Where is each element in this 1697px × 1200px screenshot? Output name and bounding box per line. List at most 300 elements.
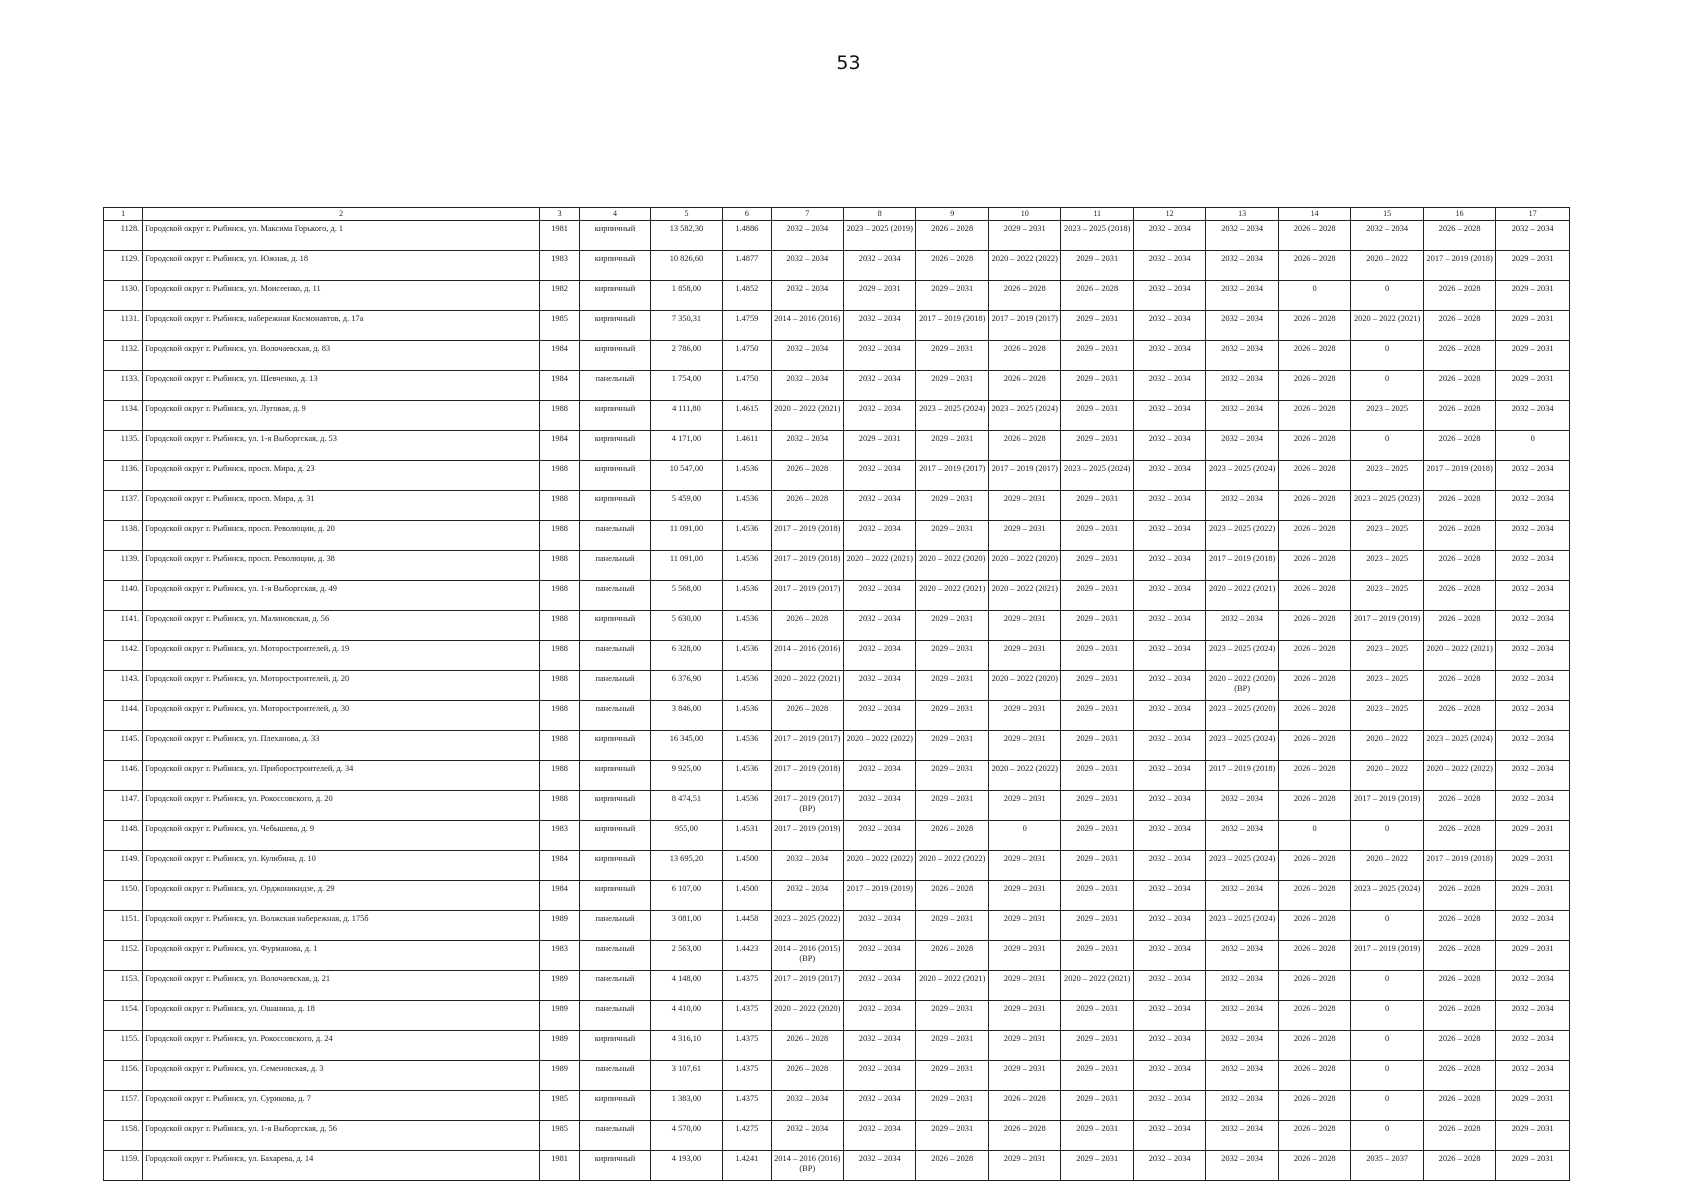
period-col-10-cell: 2026 – 2028 [988,1121,1060,1151]
period-col-16-cell: 2026 – 2028 [1423,371,1495,401]
period-col-14-cell: 2026 – 2028 [1278,521,1350,551]
wall-material-cell: кирпичный [580,401,650,431]
period-col-17-cell: 2032 – 2034 [1496,701,1570,731]
wall-material-cell: кирпичный [580,251,650,281]
period-col-7-cell: 2020 – 2022 (2021) [771,671,843,701]
period-col-10-cell: 2029 – 2031 [988,851,1060,881]
period-col-15-cell: 0 [1351,341,1423,371]
period-col-9-cell: 2029 – 2031 [916,491,988,521]
period-col-8-cell: 2032 – 2034 [844,371,916,401]
period-col-14-cell: 0 [1278,821,1350,851]
period-col-14-cell: 2026 – 2028 [1278,221,1350,251]
table-row [104,251,1570,281]
coefficient-cell: 1.4241 [723,1151,771,1181]
year-built-cell: 1988 [539,641,579,671]
coefficient-cell: 1.4536 [723,491,771,521]
wall-material-cell: панельный [580,551,650,581]
period-col-8-cell: 2032 – 2034 [844,1121,916,1151]
period-col-13-cell: 2032 – 2034 [1206,221,1278,251]
period-col-8-cell: 2032 – 2034 [844,761,916,791]
period-col-11-cell: 2023 – 2025 (2018) [1061,221,1133,251]
period-col-17-cell: 2032 – 2034 [1496,581,1570,611]
row-number-cell: 1159. [104,1151,143,1181]
coefficient-cell: 1.4531 [723,821,771,851]
coefficient-cell: 1.4536 [723,791,771,821]
period-col-7-cell: 2017 – 2019 (2017) [771,581,843,611]
period-col-11-cell: 2029 – 2031 [1061,941,1133,971]
period-col-17-cell: 2029 – 2031 [1496,311,1570,341]
period-col-13-cell: 2032 – 2034 [1206,971,1278,1001]
table-row [104,1091,1570,1121]
area-cell: 3 107,61 [650,1061,722,1091]
period-col-16-cell: 2026 – 2028 [1423,1031,1495,1061]
period-col-12-cell: 2032 – 2034 [1133,791,1205,821]
area-cell: 8 474,51 [650,791,722,821]
period-col-15-cell: 0 [1351,821,1423,851]
period-col-17-cell: 2032 – 2034 [1496,1061,1570,1091]
table-row [104,1121,1570,1151]
row-number-cell: 1157. [104,1091,143,1121]
year-built-cell: 1988 [539,401,579,431]
period-col-16-cell: 2026 – 2028 [1423,701,1495,731]
period-col-12-cell: 2032 – 2034 [1133,821,1205,851]
row-number-cell: 1152. [104,941,143,971]
period-col-17-cell: 2032 – 2034 [1496,491,1570,521]
period-col-16-cell: 2026 – 2028 [1423,341,1495,371]
period-col-7-cell: 2014 – 2016 (2015) (ВР) [771,941,843,971]
period-col-9-cell: 2029 – 2031 [916,701,988,731]
period-col-7-cell: 2020 – 2022 (2020) [771,1001,843,1031]
year-built-cell: 1988 [539,581,579,611]
period-col-9-cell: 2029 – 2031 [916,1121,988,1151]
period-col-9-cell: 2020 – 2022 (2021) [916,971,988,1001]
wall-material-cell: кирпичный [580,881,650,911]
period-col-15-cell: 0 [1351,1091,1423,1121]
area-cell: 4 111,80 [650,401,722,431]
coefficient-cell: 1.4886 [723,221,771,251]
period-col-11-cell: 2029 – 2031 [1061,1031,1133,1061]
period-col-14-cell: 2026 – 2028 [1278,791,1350,821]
period-col-15-cell: 2017 – 2019 (2019) [1351,941,1423,971]
table-row [104,221,1570,251]
period-col-10-cell: 2029 – 2031 [988,641,1060,671]
period-col-13-cell: 2032 – 2034 [1206,431,1278,461]
period-col-14-cell: 2026 – 2028 [1278,611,1350,641]
period-col-8-cell: 2032 – 2034 [844,821,916,851]
period-col-14-cell: 2026 – 2028 [1278,551,1350,581]
period-col-17-cell: 2029 – 2031 [1496,1091,1570,1121]
area-cell: 3 846,00 [650,701,722,731]
period-col-9-cell: 2017 – 2019 (2017) [916,461,988,491]
period-col-9-cell: 2029 – 2031 [916,911,988,941]
wall-material-cell: кирпичный [580,821,650,851]
period-col-13-cell: 2023 – 2025 (2024) [1206,911,1278,941]
table-row [104,671,1570,701]
period-col-7-cell: 2017 – 2019 (2018) [771,551,843,581]
table-body [104,221,1570,1181]
period-col-12-cell: 2032 – 2034 [1133,581,1205,611]
year-built-cell: 1988 [539,761,579,791]
year-built-cell: 1982 [539,281,579,311]
period-col-13-cell: 2023 – 2025 (2022) [1206,521,1278,551]
year-built-cell: 1988 [539,521,579,551]
period-col-14-cell: 2026 – 2028 [1278,671,1350,701]
year-built-cell: 1983 [539,821,579,851]
period-col-15-cell: 2023 – 2025 [1351,671,1423,701]
period-col-8-cell: 2032 – 2034 [844,1091,916,1121]
period-col-8-cell: 2032 – 2034 [844,941,916,971]
period-col-12-cell: 2032 – 2034 [1133,701,1205,731]
period-col-14-cell: 2026 – 2028 [1278,731,1350,761]
period-col-15-cell: 2017 – 2019 (2019) [1351,611,1423,641]
period-col-16-cell: 2026 – 2028 [1423,581,1495,611]
period-col-17-cell: 2032 – 2034 [1496,971,1570,1001]
row-number-cell: 1141. [104,611,143,641]
period-col-14-cell: 2026 – 2028 [1278,701,1350,731]
period-col-7-cell: 2017 – 2019 (2017) [771,971,843,1001]
period-col-10-cell: 2029 – 2031 [988,491,1060,521]
period-col-17-cell: 2029 – 2031 [1496,1151,1570,1181]
table-row [104,371,1570,401]
period-col-14-cell: 2026 – 2028 [1278,401,1350,431]
period-col-11-cell: 2029 – 2031 [1061,851,1133,881]
period-col-13-cell: 2032 – 2034 [1206,341,1278,371]
period-col-8-cell: 2032 – 2034 [844,1031,916,1061]
row-number-cell: 1155. [104,1031,143,1061]
period-col-12-cell: 2032 – 2034 [1133,461,1205,491]
wall-material-cell: панельный [580,671,650,701]
period-col-15-cell: 0 [1351,971,1423,1001]
row-number-cell: 1139. [104,551,143,581]
period-col-9-cell: 2029 – 2031 [916,761,988,791]
wall-material-cell: кирпичный [580,1031,650,1061]
period-col-9-cell: 2020 – 2022 (2020) [916,551,988,581]
period-col-9-cell: 2026 – 2028 [916,1151,988,1181]
period-col-10-cell: 0 [988,821,1060,851]
period-col-7-cell: 2014 – 2016 (2016) [771,641,843,671]
coefficient-cell: 1.4750 [723,341,771,371]
period-col-12-cell: 2032 – 2034 [1133,881,1205,911]
row-number-cell: 1133. [104,371,143,401]
period-col-7-cell: 2032 – 2034 [771,881,843,911]
period-col-11-cell: 2029 – 2031 [1061,1151,1133,1181]
area-cell: 1 754,00 [650,371,722,401]
period-col-17-cell: 2032 – 2034 [1496,791,1570,821]
period-col-9-cell: 2026 – 2028 [916,251,988,281]
wall-material-cell: кирпичный [580,461,650,491]
period-col-7-cell: 2032 – 2034 [771,341,843,371]
period-col-10-cell: 2026 – 2028 [988,431,1060,461]
column-header-14: 14 [1278,208,1350,221]
period-col-16-cell: 2026 – 2028 [1423,821,1495,851]
period-col-12-cell: 2032 – 2034 [1133,521,1205,551]
housing-register-table [103,207,1570,1181]
address-cell: Городской округ г. Рыбинск, ул. Волжская набережная, д. 175б [143,911,540,941]
period-col-13-cell: 2020 – 2022 (2021) [1206,581,1278,611]
period-col-11-cell: 2029 – 2031 [1061,701,1133,731]
wall-material-cell: кирпичный [580,221,650,251]
year-built-cell: 1981 [539,1151,579,1181]
year-built-cell: 1985 [539,311,579,341]
wall-material-cell: панельный [580,971,650,1001]
period-col-16-cell: 2026 – 2028 [1423,1061,1495,1091]
area-cell: 6 376,90 [650,671,722,701]
period-col-16-cell: 2026 – 2028 [1423,491,1495,521]
period-col-12-cell: 2032 – 2034 [1133,251,1205,281]
period-col-14-cell: 2026 – 2028 [1278,371,1350,401]
period-col-17-cell: 2032 – 2034 [1496,401,1570,431]
period-col-8-cell: 2020 – 2022 (2022) [844,731,916,761]
period-col-15-cell: 2023 – 2025 (2024) [1351,881,1423,911]
period-col-12-cell: 2032 – 2034 [1133,311,1205,341]
coefficient-cell: 1.4536 [723,461,771,491]
period-col-16-cell: 2026 – 2028 [1423,611,1495,641]
period-col-16-cell: 2023 – 2025 (2024) [1423,731,1495,761]
address-cell: Городской округ г. Рыбинск, ул. Волочаевская, д. 21 [143,971,540,1001]
table-row [104,491,1570,521]
wall-material-cell: панельный [580,1001,650,1031]
area-cell: 5 459,00 [650,491,722,521]
row-number-cell: 1147. [104,791,143,821]
coefficient-cell: 1.4750 [723,371,771,401]
period-col-13-cell: 2032 – 2034 [1206,611,1278,641]
column-header-4: 4 [580,208,650,221]
column-header-5: 5 [650,208,722,221]
period-col-7-cell: 2026 – 2028 [771,701,843,731]
period-col-8-cell: 2032 – 2034 [844,1061,916,1091]
year-built-cell: 1983 [539,251,579,281]
wall-material-cell: кирпичный [580,761,650,791]
wall-material-cell: кирпичный [580,1151,650,1181]
table-row [104,821,1570,851]
table-row [104,611,1570,641]
coefficient-cell: 1.4536 [723,611,771,641]
period-col-15-cell: 0 [1351,1031,1423,1061]
period-col-7-cell: 2026 – 2028 [771,1061,843,1091]
period-col-17-cell: 2032 – 2034 [1496,551,1570,581]
table-row [104,401,1570,431]
row-number-cell: 1144. [104,701,143,731]
period-col-10-cell: 2029 – 2031 [988,221,1060,251]
period-col-9-cell: 2029 – 2031 [916,791,988,821]
period-col-16-cell: 2026 – 2028 [1423,881,1495,911]
period-col-14-cell: 2026 – 2028 [1278,1031,1350,1061]
period-col-8-cell: 2032 – 2034 [844,791,916,821]
period-col-11-cell: 2026 – 2028 [1061,281,1133,311]
period-col-16-cell: 2026 – 2028 [1423,911,1495,941]
row-number-cell: 1131. [104,311,143,341]
row-number-cell: 1146. [104,761,143,791]
period-col-14-cell: 2026 – 2028 [1278,971,1350,1001]
table-row [104,1061,1570,1091]
coefficient-cell: 1.4852 [723,281,771,311]
period-col-17-cell: 2032 – 2034 [1496,761,1570,791]
period-col-14-cell: 2026 – 2028 [1278,941,1350,971]
wall-material-cell: панельный [580,641,650,671]
period-col-16-cell: 2026 – 2028 [1423,941,1495,971]
period-col-11-cell: 2029 – 2031 [1061,401,1133,431]
period-col-13-cell: 2020 – 2022 (2020) (ВР) [1206,671,1278,701]
period-col-17-cell: 2029 – 2031 [1496,371,1570,401]
column-header-6: 6 [723,208,771,221]
address-cell: Городской округ г. Рыбинск, ул. Чебышева, д. 9 [143,821,540,851]
period-col-14-cell: 2026 – 2028 [1278,251,1350,281]
period-col-15-cell: 2020 – 2022 (2021) [1351,311,1423,341]
period-col-12-cell: 2032 – 2034 [1133,431,1205,461]
address-cell: Городской округ г. Рыбинск, ул. Плеханова, д. 33 [143,731,540,761]
period-col-7-cell: 2017 – 2019 (2017) [771,731,843,761]
table-row [104,701,1570,731]
period-col-12-cell: 2032 – 2034 [1133,1001,1205,1031]
period-col-9-cell: 2029 – 2031 [916,611,988,641]
area-cell: 10 826,60 [650,251,722,281]
period-col-8-cell: 2032 – 2034 [844,701,916,731]
period-col-10-cell: 2026 – 2028 [988,281,1060,311]
period-col-11-cell: 2029 – 2031 [1061,551,1133,581]
period-col-8-cell: 2017 – 2019 (2019) [844,881,916,911]
address-cell: Городской округ г. Рыбинск, ул. Волочаевская, д. 83 [143,341,540,371]
row-number-cell: 1154. [104,1001,143,1031]
address-cell: Городской округ г. Рыбинск, ул. Фурманова, д. 1 [143,941,540,971]
wall-material-cell: панельный [580,1061,650,1091]
period-col-8-cell: 2032 – 2034 [844,611,916,641]
period-col-11-cell: 2029 – 2031 [1061,521,1133,551]
page-number: 53 [836,52,861,74]
table-row [104,1031,1570,1061]
period-col-17-cell: 2032 – 2034 [1496,731,1570,761]
period-col-13-cell: 2032 – 2034 [1206,941,1278,971]
period-col-8-cell: 2029 – 2031 [844,431,916,461]
period-col-15-cell: 0 [1351,371,1423,401]
period-col-8-cell: 2032 – 2034 [844,911,916,941]
period-col-8-cell: 2020 – 2022 (2022) [844,851,916,881]
period-col-8-cell: 2032 – 2034 [844,311,916,341]
period-col-7-cell: 2014 – 2016 (2016) (ВР) [771,1151,843,1181]
area-cell: 11 091,00 [650,551,722,581]
area-cell: 1 383,00 [650,1091,722,1121]
period-col-14-cell: 2026 – 2028 [1278,461,1350,491]
period-col-8-cell: 2029 – 2031 [844,281,916,311]
period-col-15-cell: 0 [1351,911,1423,941]
period-col-14-cell: 2026 – 2028 [1278,851,1350,881]
area-cell: 9 925,00 [650,761,722,791]
period-col-16-cell: 2020 – 2022 (2021) [1423,641,1495,671]
row-number-cell: 1151. [104,911,143,941]
period-col-8-cell: 2032 – 2034 [844,251,916,281]
column-header-16: 16 [1423,208,1495,221]
period-col-16-cell: 2026 – 2028 [1423,431,1495,461]
period-col-11-cell: 2029 – 2031 [1061,251,1133,281]
period-col-11-cell: 2029 – 2031 [1061,761,1133,791]
period-col-13-cell: 2032 – 2034 [1206,281,1278,311]
address-cell: Городской округ г. Рыбинск, просп. Революции, д. 20 [143,521,540,551]
wall-material-cell: кирпичный [580,431,650,461]
period-col-12-cell: 2032 – 2034 [1133,851,1205,881]
coefficient-cell: 1.4536 [723,761,771,791]
period-col-11-cell: 2029 – 2031 [1061,791,1133,821]
period-col-17-cell: 2032 – 2034 [1496,611,1570,641]
period-col-17-cell: 2032 – 2034 [1496,461,1570,491]
wall-material-cell: кирпичный [580,731,650,761]
period-col-15-cell: 2023 – 2025 [1351,401,1423,431]
period-col-7-cell: 2032 – 2034 [771,251,843,281]
period-col-9-cell: 2026 – 2028 [916,941,988,971]
address-cell: Городской округ г. Рыбинск, ул. Луговая, д. 9 [143,401,540,431]
period-col-8-cell: 2032 – 2034 [844,1151,916,1181]
period-col-11-cell: 2029 – 2031 [1061,491,1133,521]
row-number-cell: 1134. [104,401,143,431]
period-col-7-cell: 2026 – 2028 [771,461,843,491]
period-col-15-cell: 2023 – 2025 (2023) [1351,491,1423,521]
row-number-cell: 1140. [104,581,143,611]
period-col-11-cell: 2029 – 2031 [1061,1001,1133,1031]
period-col-12-cell: 2032 – 2034 [1133,281,1205,311]
period-col-16-cell: 2020 – 2022 (2022) [1423,761,1495,791]
column-header-15: 15 [1351,208,1423,221]
period-col-16-cell: 2026 – 2028 [1423,311,1495,341]
area-cell: 4 316,10 [650,1031,722,1061]
period-col-9-cell: 2029 – 2031 [916,341,988,371]
period-col-10-cell: 2029 – 2031 [988,611,1060,641]
year-built-cell: 1981 [539,221,579,251]
period-col-11-cell: 2029 – 2031 [1061,641,1133,671]
period-col-8-cell: 2023 – 2025 (2019) [844,221,916,251]
period-col-7-cell: 2017 – 2019 (2018) [771,761,843,791]
period-col-13-cell: 2032 – 2034 [1206,491,1278,521]
period-col-17-cell: 2032 – 2034 [1496,671,1570,701]
year-built-cell: 1983 [539,941,579,971]
coefficient-cell: 1.4536 [723,581,771,611]
address-cell: Городской округ г. Рыбинск, просп. Мира, д. 23 [143,461,540,491]
period-col-7-cell: 2032 – 2034 [771,1121,843,1151]
period-col-12-cell: 2032 – 2034 [1133,341,1205,371]
table-row [104,431,1570,461]
period-col-9-cell: 2029 – 2031 [916,431,988,461]
address-cell: Городской округ г. Рыбинск, набережная Космонавтов, д. 17а [143,311,540,341]
row-number-cell: 1158. [104,1121,143,1151]
period-col-15-cell: 2035 – 2037 [1351,1151,1423,1181]
period-col-7-cell: 2032 – 2034 [771,371,843,401]
period-col-9-cell: 2020 – 2022 (2022) [916,851,988,881]
wall-material-cell: кирпичный [580,1091,650,1121]
period-col-11-cell: 2029 – 2031 [1061,671,1133,701]
coefficient-cell: 1.4375 [723,971,771,1001]
table-row [104,521,1570,551]
period-col-7-cell: 2032 – 2034 [771,221,843,251]
area-cell: 6 107,00 [650,881,722,911]
period-col-15-cell: 0 [1351,281,1423,311]
address-cell: Городской округ г. Рыбинск, ул. Сурикова, д. 7 [143,1091,540,1121]
period-col-14-cell: 2026 – 2028 [1278,1091,1350,1121]
period-col-12-cell: 2032 – 2034 [1133,1031,1205,1061]
period-col-15-cell: 2020 – 2022 [1351,761,1423,791]
year-built-cell: 1988 [539,551,579,581]
row-number-cell: 1130. [104,281,143,311]
period-col-15-cell: 2023 – 2025 [1351,551,1423,581]
period-col-7-cell: 2032 – 2034 [771,281,843,311]
period-col-11-cell: 2029 – 2031 [1061,731,1133,761]
period-col-10-cell: 2026 – 2028 [988,1091,1060,1121]
column-header-2: 2 [143,208,540,221]
period-col-13-cell: 2023 – 2025 (2020) [1206,701,1278,731]
table-row [104,791,1570,821]
address-cell: Городской округ г. Рыбинск, просп. Революции, д. 38 [143,551,540,581]
period-col-17-cell: 2029 – 2031 [1496,881,1570,911]
period-col-13-cell: 2032 – 2034 [1206,1091,1278,1121]
period-col-12-cell: 2032 – 2034 [1133,761,1205,791]
column-header-9: 9 [916,208,988,221]
period-col-13-cell: 2023 – 2025 (2024) [1206,461,1278,491]
